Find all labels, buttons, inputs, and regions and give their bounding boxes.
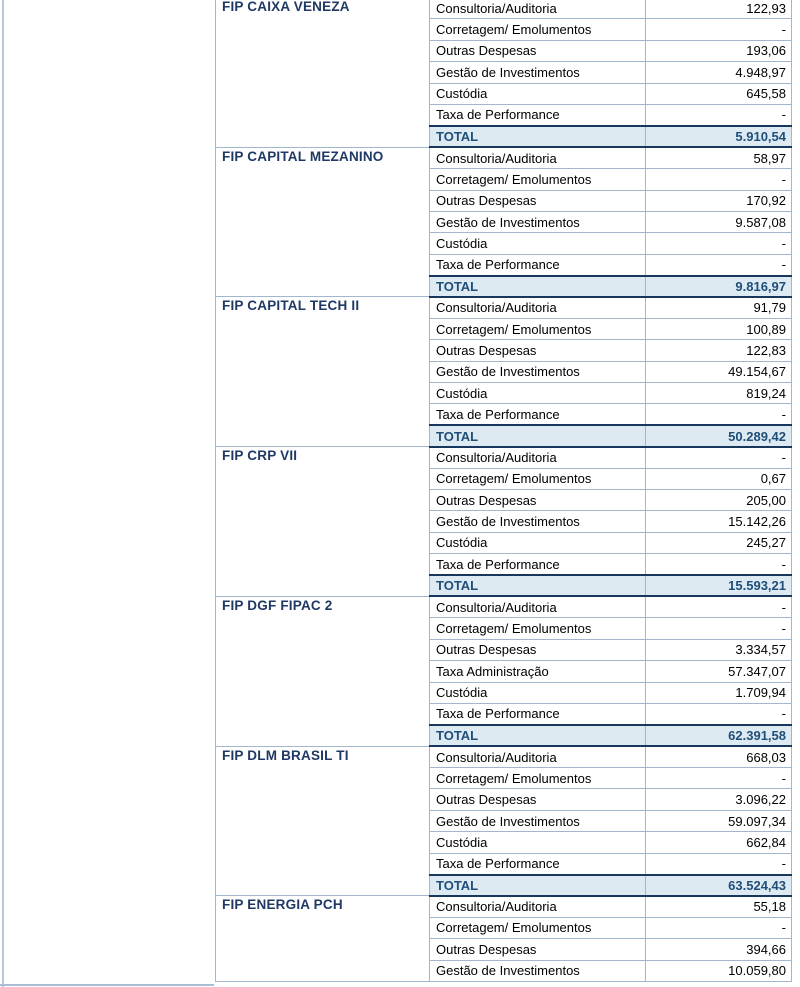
- expense-value-cell: 193,06: [646, 40, 792, 61]
- expense-label-cell: Gestão de Investimentos: [430, 211, 646, 232]
- expense-value-cell: -: [646, 768, 792, 789]
- expense-row: [216, 746, 792, 767]
- expense-row: [216, 596, 792, 617]
- expense-value-cell: -: [646, 853, 792, 874]
- expense-value-cell: -: [646, 447, 792, 468]
- expense-label-cell: Gestão de Investimentos: [430, 361, 646, 382]
- total-label-cell: TOTAL: [430, 725, 646, 746]
- expense-value-cell: 245,27: [646, 532, 792, 553]
- page-left-border: [2, 0, 4, 987]
- expense-label-cell: Custódia: [430, 682, 646, 703]
- expense-label-cell: Gestão de Investimentos: [430, 960, 646, 981]
- expense-label-cell: Corretagem/ Emolumentos: [430, 19, 646, 40]
- expense-label-cell: Corretagem/ Emolumentos: [430, 917, 646, 938]
- total-label-cell: TOTAL: [430, 875, 646, 896]
- expense-label-cell: Custódia: [430, 383, 646, 404]
- total-value-cell: 5.910,54: [646, 126, 792, 147]
- expense-value-cell: -: [646, 19, 792, 40]
- expense-label-cell: Consultoria/Auditoria: [430, 447, 646, 468]
- expense-value-cell: 122,93: [646, 0, 792, 19]
- expense-label-cell: Taxa de Performance: [430, 853, 646, 874]
- fund-name-cell: FIP ENERGIA PCH: [216, 896, 430, 982]
- expense-value-cell: 55,18: [646, 896, 792, 917]
- expense-label-cell: Gestão de Investimentos: [430, 62, 646, 83]
- total-label-cell: TOTAL: [430, 425, 646, 446]
- expense-label-cell: Gestão de Investimentos: [430, 511, 646, 532]
- expense-label-cell: Corretagem/ Emolumentos: [430, 468, 646, 489]
- expense-label-cell: Corretagem/ Emolumentos: [430, 169, 646, 190]
- expense-value-cell: -: [646, 169, 792, 190]
- expense-label-cell: Outras Despesas: [430, 340, 646, 361]
- expense-label-cell: Taxa de Performance: [430, 554, 646, 575]
- expense-label-cell: Taxa Administração: [430, 661, 646, 682]
- expense-label-cell: Custódia: [430, 83, 646, 104]
- expense-value-cell: 122,83: [646, 340, 792, 361]
- expense-value-cell: 170,92: [646, 190, 792, 211]
- total-value-cell: 15.593,21: [646, 575, 792, 596]
- expense-value-cell: -: [646, 404, 792, 425]
- expense-label-cell: Outras Despesas: [430, 40, 646, 61]
- left-cell-bottom-border: [0, 984, 214, 986]
- expense-label-cell: Taxa de Performance: [430, 104, 646, 125]
- total-value-cell: 63.524,43: [646, 875, 792, 896]
- expense-value-cell: 1.709,94: [646, 682, 792, 703]
- expense-label-cell: Corretagem/ Emolumentos: [430, 618, 646, 639]
- expense-row: [216, 0, 792, 19]
- expense-value-cell: 0,67: [646, 468, 792, 489]
- expense-row: [216, 147, 792, 168]
- expense-label-cell: Consultoria/Auditoria: [430, 896, 646, 917]
- total-label-cell: TOTAL: [430, 126, 646, 147]
- expense-row: [216, 447, 792, 468]
- expense-label-cell: Custódia: [430, 832, 646, 853]
- fund-name-cell: FIP CAPITAL TECH II: [216, 297, 430, 447]
- expense-value-cell: 205,00: [646, 489, 792, 510]
- expense-value-cell: 4.948,97: [646, 62, 792, 83]
- total-value-cell: 9.816,97: [646, 276, 792, 297]
- expense-value-cell: -: [646, 233, 792, 254]
- expense-label-cell: Corretagem/ Emolumentos: [430, 768, 646, 789]
- expense-value-cell: -: [646, 554, 792, 575]
- expense-label-cell: Outras Despesas: [430, 639, 646, 660]
- expense-label-cell: Outras Despesas: [430, 489, 646, 510]
- expense-label-cell: Corretagem/ Emolumentos: [430, 318, 646, 339]
- expense-label-cell: Consultoria/Auditoria: [430, 0, 646, 19]
- total-label-cell: TOTAL: [430, 575, 646, 596]
- expense-value-cell: 57.347,07: [646, 661, 792, 682]
- expense-row: [216, 896, 792, 917]
- expense-value-cell: -: [646, 104, 792, 125]
- expense-label-cell: Taxa de Performance: [430, 254, 646, 275]
- expense-value-cell: 394,66: [646, 939, 792, 960]
- expense-label-cell: Custódia: [430, 532, 646, 553]
- expense-value-cell: 9.587,08: [646, 211, 792, 232]
- expense-label-cell: Consultoria/Auditoria: [430, 746, 646, 767]
- fund-name-cell: FIP DGF FIPAC 2: [216, 596, 430, 746]
- total-value-cell: 62.391,58: [646, 725, 792, 746]
- expense-value-cell: -: [646, 703, 792, 724]
- expense-value-cell: -: [646, 596, 792, 617]
- expense-value-cell: 10.059,80: [646, 960, 792, 981]
- expense-value-cell: 645,58: [646, 83, 792, 104]
- expense-value-cell: 91,79: [646, 297, 792, 318]
- expense-label-cell: Gestão de Investimentos: [430, 810, 646, 831]
- expense-value-cell: 668,03: [646, 746, 792, 767]
- expense-value-cell: 662,84: [646, 832, 792, 853]
- expense-value-cell: 819,24: [646, 383, 792, 404]
- total-label-cell: TOTAL: [430, 276, 646, 297]
- expense-value-cell: 100,89: [646, 318, 792, 339]
- fund-name-cell: FIP CAPITAL MEZANINO: [216, 147, 430, 297]
- expense-label-cell: Consultoria/Auditoria: [430, 297, 646, 318]
- expense-value-cell: 58,97: [646, 147, 792, 168]
- expense-value-cell: 3.096,22: [646, 789, 792, 810]
- expense-value-cell: 3.334,57: [646, 639, 792, 660]
- expense-row: [216, 297, 792, 318]
- expense-value-cell: -: [646, 254, 792, 275]
- total-value-cell: 50.289,42: [646, 425, 792, 446]
- expense-value-cell: 59.097,34: [646, 810, 792, 831]
- expense-value-cell: -: [646, 618, 792, 639]
- expense-value-cell: 49.154,67: [646, 361, 792, 382]
- expense-label-cell: Outras Despesas: [430, 939, 646, 960]
- expenses-table-container: [215, 0, 792, 982]
- expense-label-cell: Custódia: [430, 233, 646, 254]
- expenses-table-body: [216, 0, 792, 981]
- expense-label-cell: Consultoria/Auditoria: [430, 596, 646, 617]
- fund-name-cell: FIP CAIXA VENEZA: [216, 0, 430, 147]
- expense-label-cell: Outras Despesas: [430, 789, 646, 810]
- expense-label-cell: Taxa de Performance: [430, 404, 646, 425]
- expense-label-cell: Consultoria/Auditoria: [430, 147, 646, 168]
- fund-name-cell: FIP DLM BRASIL TI: [216, 746, 430, 896]
- expense-label-cell: Outras Despesas: [430, 190, 646, 211]
- fund-name-cell: FIP CRP VII: [216, 447, 430, 597]
- expense-value-cell: -: [646, 917, 792, 938]
- fund-expenses-table: [215, 0, 792, 982]
- expense-label-cell: Taxa de Performance: [430, 703, 646, 724]
- expense-value-cell: 15.142,26: [646, 511, 792, 532]
